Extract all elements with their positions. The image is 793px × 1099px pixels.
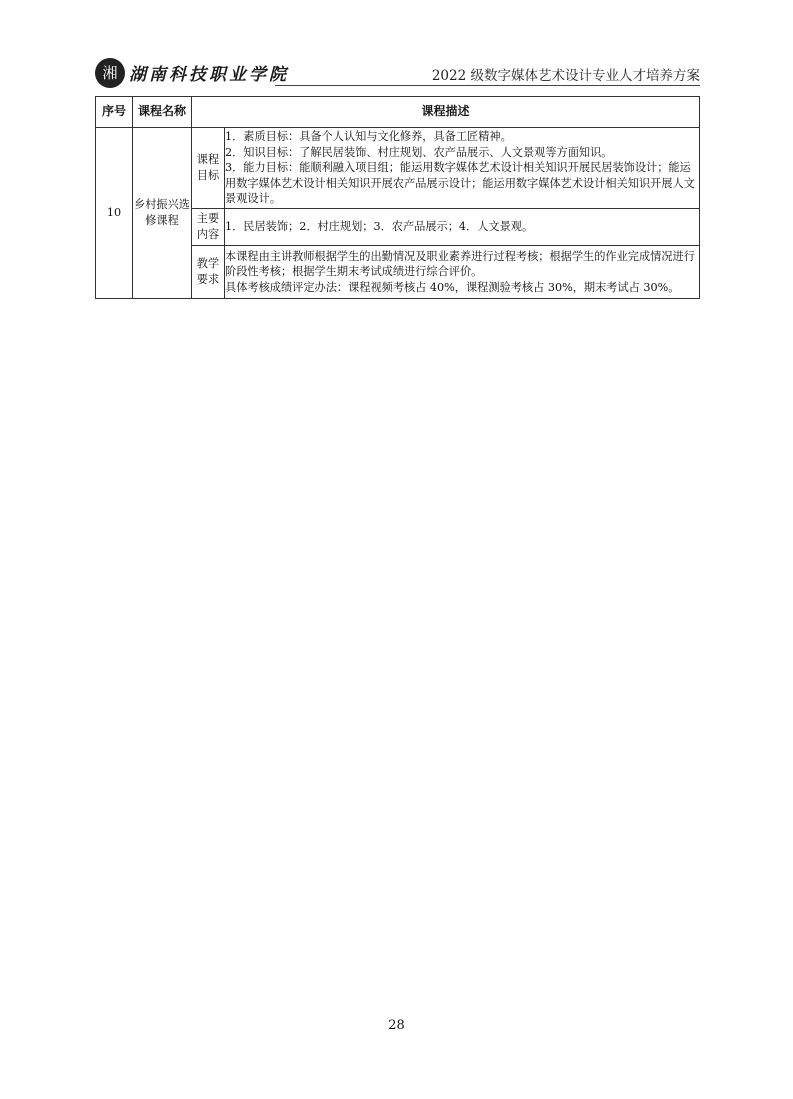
section-requirements-text: [225, 246, 700, 299]
header-description: 课程描述: [192, 97, 700, 128]
requirement-line: 本课程由主讲教师根据学生的出勤情况及职业素养进行过程考核；根据学生的作业完成情况进行阶段性考核；根据学生期末考试成绩进行综合评价。: [225, 249, 695, 279]
section-goals-text: [225, 128, 700, 209]
page-header: [95, 58, 700, 86]
goal-line: 1．素质目标：具备个人认知与文化修养，具备工匠精神。: [225, 130, 512, 144]
page-number: 28: [388, 1018, 405, 1033]
section-label-goals: 课程目标: [192, 128, 225, 209]
school-name: 湖南科技职业学院: [129, 65, 289, 85]
table-row: [96, 128, 700, 209]
document-title: 2022 级数字媒体艺术设计专业人才培养方案: [431, 68, 700, 84]
header-rule: [275, 85, 700, 86]
section-label-requirements: 教学要求: [192, 246, 225, 299]
course-table: [95, 96, 700, 299]
header-course-name: 课程名称: [133, 97, 192, 128]
section-content-text: [225, 209, 700, 246]
goal-line: 2．知识目标：了解民居装饰、村庄规划、农产品展示、人文景观等方面知识。: [225, 145, 613, 159]
goal-line: 3．能力目标：能顺利融入项目组；能运用数字媒体艺术设计相关知识开展民居装饰设计；能运用数字媒体艺术设计相关知识开展农产品展示设计；能运用数字媒体艺术设计相关知识开展人文景观设计。: [225, 161, 695, 206]
row-course-name: 乡村振兴选修课程: [133, 128, 192, 299]
row-seq: 10: [96, 128, 133, 299]
content-line: 1．民居装饰；2．村庄规划；3．农产品展示；4．人文景观。: [225, 220, 534, 234]
requirement-line: 具体考核成绩评定办法：课程视频考核占 40%，课程测验考核占 30%，期末考试占 30%。: [225, 280, 680, 294]
school-logo-icon: 湘: [95, 58, 125, 88]
section-label-content: 主要内容: [192, 209, 225, 246]
table-header-row: [96, 97, 700, 128]
header-seq: 序号: [96, 97, 133, 128]
